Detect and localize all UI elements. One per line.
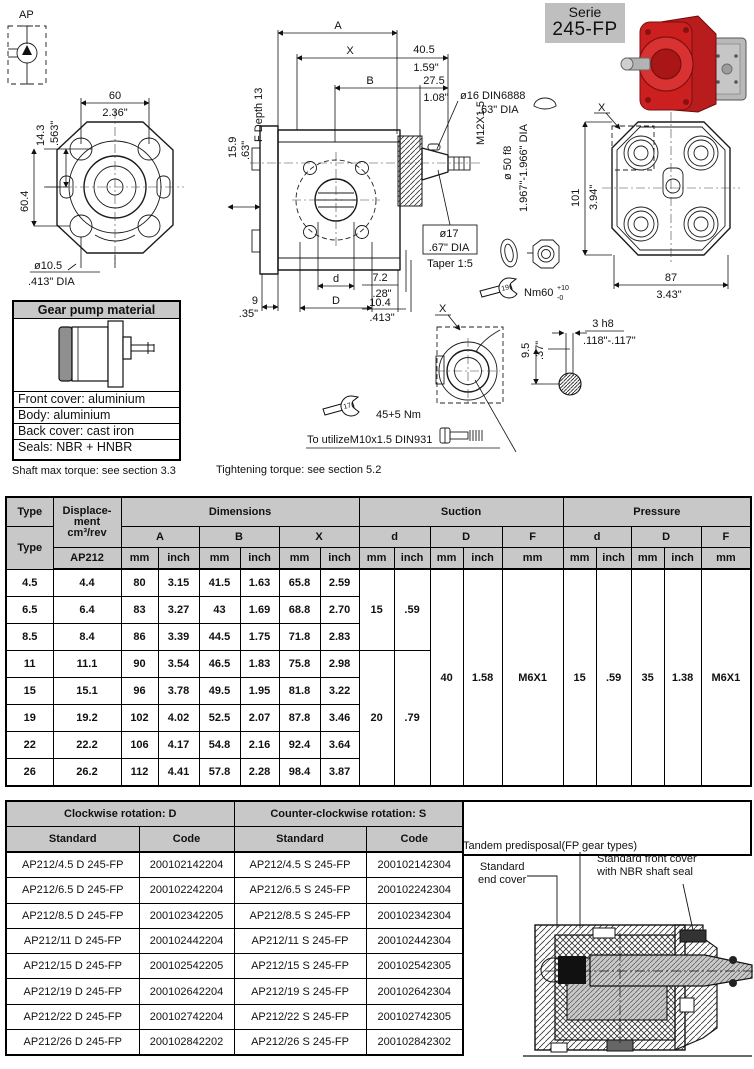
front-offset-in: .563" [49,120,61,146]
unit-mm: mm [359,548,394,570]
dim-405-mm: 40.5 [413,44,435,56]
suction-d-small-in: .59 [394,569,430,651]
flange-mm: 9 [251,295,258,307]
wrench-19-icon [480,278,569,302]
key-label-in: .63" DIA [478,104,519,116]
displacement-l3: cm³/rev [67,527,107,539]
code-row: AP212/15 D 245-FP 200102542205 AP212/15 S 245-FP 200102542305 [6,954,463,979]
suction-D-mm: 40 [430,569,463,786]
table-row: 15 15.1 96 3.78 49.5 1.95 81.8 3.22 [6,678,751,705]
table-row: 6.5 6.4 83 3.27 43 1.69 68.8 2.70 [6,597,751,624]
pilot-dia-label: ø 50 f8 [502,145,514,180]
tandem-title: Tandem predisposal(FP gear types) [463,840,638,852]
pressure-d-in: .59 [596,569,631,786]
col-code-cw: Code [139,827,234,853]
unit-mm: mm [121,548,158,570]
front-cover-l2: with NBR shaft seal [597,866,693,878]
key-section-drawing [520,318,636,395]
suction-d-large-mm: 20 [359,651,394,787]
end-cover-l2: end cover [478,874,527,886]
tandem-cross-section [455,838,754,1066]
nut-torque-plus: +10 [557,285,569,292]
x-detail-drawing [306,303,516,452]
table-row: 19 19.2 102 4.02 52.5 2.07 87.8 3.46 [6,705,751,732]
col-standard-cw: Standard [6,827,139,853]
col-suction-f: F [502,527,563,548]
f-depth-label: F Depth 13 [253,87,265,142]
material-row-back-cover: Back cover: cast iron [14,424,179,440]
port-d-label: d [332,273,340,285]
nut-torque-value: Nm60 [524,287,554,299]
suction-f: M6X1 [502,569,563,786]
key-width-in-label: .118"-.117" [583,335,636,347]
code-row: AP212/22 D 245-FP 200102742204 AP212/22 S 245-FP 200102742305 [6,1004,463,1029]
taper-label: Taper 1:5 [427,258,473,270]
cover-torque-value: 45+5 Nm [376,409,421,421]
tightening-torque-note: Tightening torque: see section 5.2 [216,464,382,476]
material-row-seals: Seals: NBR + HNBR [18,440,133,454]
pilot-dia-in-label: 1.967"-1.966" DIA [518,124,530,212]
unit-mm: mm [502,548,563,570]
port-D-label: D [332,295,340,307]
back-height-in: 3.94" [588,184,600,210]
code-row: AP212/4.5 D 245-FP 200102142204 AP212/4.5 S 245-FP 200102142304 [6,852,463,878]
nut-torque-minus: -0 [557,295,564,302]
front-hole-dia: ø10.5 [34,260,63,272]
material-box-title: Gear pump material [14,302,179,319]
unit-mm: mm [279,548,320,570]
ap-symbol [8,9,46,84]
taper-dia: ø17 [439,228,459,240]
back-height-mm: 101 [570,188,582,207]
pressure-d-mm: 15 [563,569,596,786]
unit-mm: mm [430,548,463,570]
woodruff-key-icon [534,98,556,109]
unit-inch: inch [463,548,502,570]
group-pressure: Pressure [563,497,751,527]
bolt-note: To utilizeM10x1.5 DIN931 [307,434,433,446]
header-clockwise: Clockwise rotation: D [6,801,234,827]
unit-inch: inch [158,548,199,570]
nut-washer-icons [499,238,559,268]
unit-mm: mm [199,548,240,570]
col-displacement [53,497,121,548]
table-row: 22 22.2 106 4.17 54.8 2.16 92.4 3.64 [6,732,751,759]
unit-inch: inch [596,548,631,570]
key-off-mm: 7.2 [372,272,388,284]
pressure-f: M6X1 [701,569,751,786]
serie-badge [545,3,625,43]
end-cover-l1: Standard [479,861,525,873]
displacement-l1: Displace- [62,505,112,517]
table-row: 4.5 4.4 80 3.15 41.5 1.63 65.8 2.59 15 .59 40 1.58 M6X1 15 .59 35 1.38 M6X1 [6,569,751,597]
group-dimensions: Dimensions [121,497,359,527]
key-off2-in: .413" [369,312,395,324]
col-pressure-d: d [563,527,631,548]
front-view-drawing [19,90,184,288]
key-off2-mm: 10.4 [369,297,391,309]
dim-275-in: 1.08" [423,92,449,104]
unit-inch: inch [320,548,359,570]
col-type-top: Type [6,497,53,527]
col-pressure-D: D [631,527,701,548]
pump-photo [621,16,746,112]
unit-mm: mm [563,548,596,570]
group-suction: Suction [359,497,563,527]
col-a: A [121,527,199,548]
detail-x-label: X [439,303,447,315]
dimensions-table [5,496,752,787]
unit-inch: inch [394,548,430,570]
header-counter-clockwise: Counter-clockwise rotation: S [234,801,463,827]
col-code-ccw: Code [366,827,463,853]
unit-inch: inch [664,548,701,570]
dim-x-label: X [346,45,354,57]
shaft-torque-note: Shaft max torque: see section 3.3 [12,465,176,477]
back-view-drawing [570,102,740,301]
displacement-l2: ment [73,516,101,528]
col-type-bottom: Type [6,527,53,570]
front-width-in: 2.36" [102,107,128,119]
col-b: B [199,527,279,548]
dim-275-mm: 27.5 [423,75,445,87]
suction-d-small-mm: 15 [359,569,394,651]
wrench-17-icon [323,396,421,421]
unit-mm: mm [701,548,751,570]
front-width-mm: 60 [108,90,122,102]
key-depth-mm: 9.5 [520,342,532,358]
pressure-D-in: 1.38 [664,569,701,786]
table-row: 8.5 8.4 86 3.39 44.5 1.75 71.8 2.83 [6,624,751,651]
front-height-mm: 60.4 [19,190,31,212]
thread-label: M12X1.5 [475,100,487,145]
back-detail-x: X [598,102,606,114]
serie-value: 245-FP [552,18,618,40]
flange-in: .35" [238,308,258,320]
material-box [12,300,181,461]
key-label: ø16 DIN6888 [460,90,526,102]
serie-label: Serie [568,4,602,20]
taper-dia-in: .67" DIA [428,242,470,254]
depth-mm: 15.9 [227,136,239,158]
depth-in: .63" [240,140,252,160]
key-depth-in: .37" [534,340,546,360]
pressure-D-mm: 35 [631,569,664,786]
table-row: 26 26.2 112 4.41 57.8 2.28 98.4 3.87 [6,759,751,787]
front-hole-dia-in: .413" DIA [28,276,75,288]
front-offset-mm: 14.3 [35,124,47,146]
code-row: AP212/11 D 245-FP 200102442204 AP212/11 S 245-FP 200102442304 [6,928,463,953]
col-pressure-f: F [701,527,751,548]
back-width-in: 3.43" [656,289,682,301]
col-x: X [279,527,359,548]
suction-D-in: 1.58 [463,569,502,786]
order-code-table [5,800,464,1056]
ap-label: AP [19,9,34,21]
wrench-17-size: 17 [342,402,353,411]
front-cover-l1: Standard front cover [597,853,697,865]
bolt-icon [440,428,482,443]
material-row-front-cover: Front cover: aluminium [14,392,179,408]
back-width-mm: 87 [664,272,678,284]
table-row: 11 11.1 90 3.54 46.5 1.83 75.8 2.98 20 .79 [6,651,751,678]
col-ap212: AP212 [53,548,121,570]
wrench-19-size: 19 [500,284,511,293]
suction-d-large-in: .79 [394,651,430,787]
unit-inch: inch [240,548,279,570]
code-row: AP212/8.5 D 245-FP 200102342205 AP212/8.5 S 245-FP 200102342304 [6,903,463,928]
key-width-label: 3 h8 [592,318,614,330]
key-off-in: .28" [372,288,392,300]
code-row: AP212/26 D 245-FP 200102842202 AP212/26 S 245-FP 200102842302 [6,1030,463,1056]
col-suction-D: D [430,527,502,548]
col-standard-ccw: Standard [234,827,366,853]
dim-a-label: A [334,20,342,32]
material-row-body: Body: aluminium [14,408,179,424]
code-row: AP212/19 D 245-FP 200102642204 AP212/19 S 245-FP 200102642304 [6,979,463,1004]
code-row: AP212/6.5 D 245-FP 200102242204 AP212/6.5 S 245-FP 200102242304 [6,878,463,903]
material-box-drawing [14,319,179,392]
unit-mm: mm [631,548,664,570]
dim-405-in: 1.59" [413,62,439,74]
col-suction-d: d [359,527,430,548]
dim-b-label: B [366,75,374,87]
pump-side-schematic [14,319,175,389]
